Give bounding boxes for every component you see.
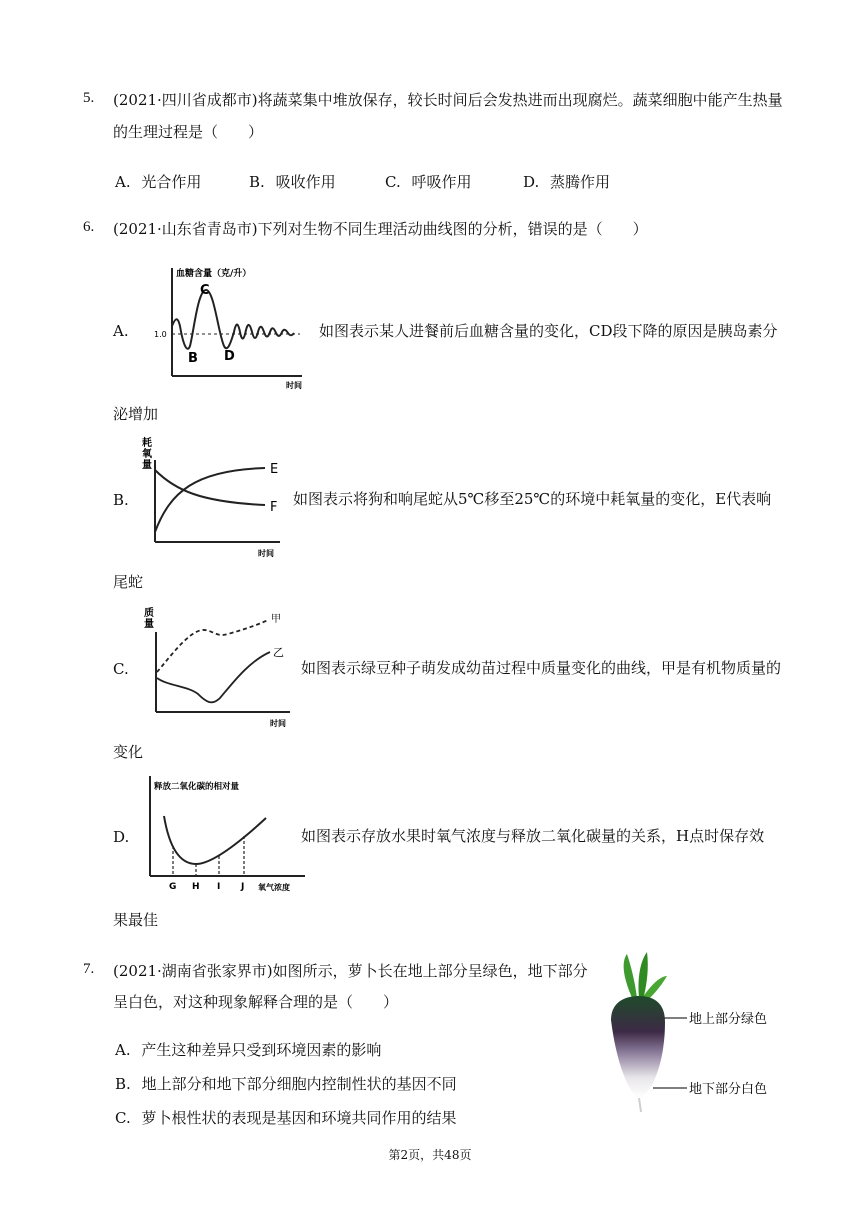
axis-label-x: 氧气浓度: [258, 883, 290, 892]
radish-root: [639, 1098, 641, 1112]
q7-option-b: [115, 1073, 457, 1095]
seed-mass-graph: [140, 602, 300, 730]
axis-label-x: 时间: [286, 381, 302, 390]
curve-e-label: E: [270, 462, 279, 477]
option-text: 吸收作用: [275, 173, 336, 191]
option-text: 呼吸作用: [411, 173, 472, 191]
reference-label: 1.0: [154, 330, 167, 339]
q6-a-cont: 泌增加: [113, 405, 159, 423]
curve-yi-label: 乙: [273, 646, 284, 659]
q5-option-b: [249, 171, 336, 193]
q6-d-letter: D.: [113, 828, 130, 846]
co2-release-graph: [140, 772, 310, 900]
q6-c-text: 如图表示绿豆种子萌发成幼苗过程中质量变化的曲线，甲是有机物质量的: [301, 659, 782, 677]
q5-stem-line2: 的生理过程是（ ）: [113, 123, 264, 141]
q6-c-cont: 变化: [113, 743, 144, 761]
q6-c-letter: C.: [113, 660, 129, 678]
option-text: 地上部分和地下部分细胞内控制性状的基因不同: [141, 1075, 457, 1093]
q5-option-c: [385, 171, 472, 193]
option-text: 光合作用: [141, 173, 202, 191]
axis-label-y: 量: [142, 460, 152, 471]
q7-stem-line2: 呈白色，对这种现象解释合理的是（ ）: [113, 993, 399, 1011]
point-g-label: G: [169, 882, 177, 892]
q5-option-d: [523, 171, 610, 193]
page-footer: 第2页，共48页: [388, 1148, 472, 1162]
curve-jia-label: 甲: [271, 614, 281, 625]
curve-f-label: F: [270, 500, 278, 515]
q6-stem: (2021·山东省青岛市)下列对生物不同生理活动曲线图的分析，错误的是（ ）: [113, 220, 648, 238]
point-j-label: J: [241, 882, 245, 892]
option-text: 蒸腾作用: [550, 173, 611, 191]
axis-label-x: 时间: [258, 549, 274, 558]
q5-option-a: [115, 171, 201, 193]
q6-d-cont: 果最佳: [113, 911, 159, 929]
point-b-label: B: [188, 351, 198, 366]
radish-figure: [595, 948, 785, 1116]
q6-a-letter: A.: [113, 322, 129, 340]
axis-label-y: 氧: [142, 449, 152, 460]
option-letter: B.: [115, 1075, 131, 1093]
q6-b-cont: 尾蛇: [113, 573, 144, 591]
q7-stem-line1: (2021·湖南省张家界市)如图所示，萝卜长在地上部分呈绿色，地下部分: [113, 962, 588, 980]
label-above-ground: 地上部分绿色: [689, 1012, 768, 1027]
option-letter: D.: [523, 173, 540, 191]
q7-option-c: [115, 1107, 457, 1129]
q5-stem-line1: (2021·四川省成都市)将蔬菜集中堆放保存，较长时间后会发热进而出现腐烂。蔬菜细胞中能产生热量: [113, 91, 783, 109]
q7-number: 7.: [83, 961, 95, 977]
radish-body: [611, 996, 665, 1098]
leaf-icon: [624, 954, 637, 1000]
option-letter: A.: [115, 1041, 131, 1059]
axis-label-y: 耗: [142, 438, 152, 449]
option-letter: C.: [385, 173, 401, 191]
option-letter: A.: [115, 173, 131, 191]
blood-sugar-graph: [150, 260, 310, 390]
axis-label-y: 质: [144, 608, 154, 619]
axis-label-y: 量: [144, 619, 154, 630]
q7-option-a: [115, 1039, 381, 1061]
q6-b-text: 如图表示将狗和响尾蛇从5℃移至25℃的环境中耗氧量的变化，E代表响: [293, 490, 772, 508]
option-text: 产生这种差异只受到环境因素的影响: [141, 1041, 382, 1059]
axis-label-x: 时间: [270, 719, 286, 728]
point-h-label: H: [192, 882, 200, 892]
option-text: 萝卜根性状的表现是基因和环境共同作用的结果: [141, 1109, 457, 1127]
option-letter: C.: [115, 1109, 131, 1127]
q6-d-text: 如图表示存放水果时氧气浓度与释放二氧化碳量的关系，H点时保存效: [301, 827, 765, 845]
axis-label-y: 释放二氧化碳的相对量: [154, 782, 240, 792]
label-below-ground: 地下部分白色: [689, 1082, 768, 1097]
q6-number: 6.: [83, 219, 95, 235]
q6-b-letter: B.: [113, 491, 129, 509]
point-c-label: C: [200, 283, 210, 298]
q5-number: 5.: [83, 90, 95, 106]
option-letter: B.: [249, 173, 265, 191]
oxygen-consumption-graph: [140, 432, 290, 562]
point-i-label: I: [217, 882, 221, 892]
axis-label-y: 血糖含量（克/升）: [176, 269, 252, 279]
point-d-label: D: [224, 349, 235, 364]
q6-a-text: 如图表示某人进餐前后血糖含量的变化，CD段下降的原因是胰岛素分: [319, 322, 778, 340]
